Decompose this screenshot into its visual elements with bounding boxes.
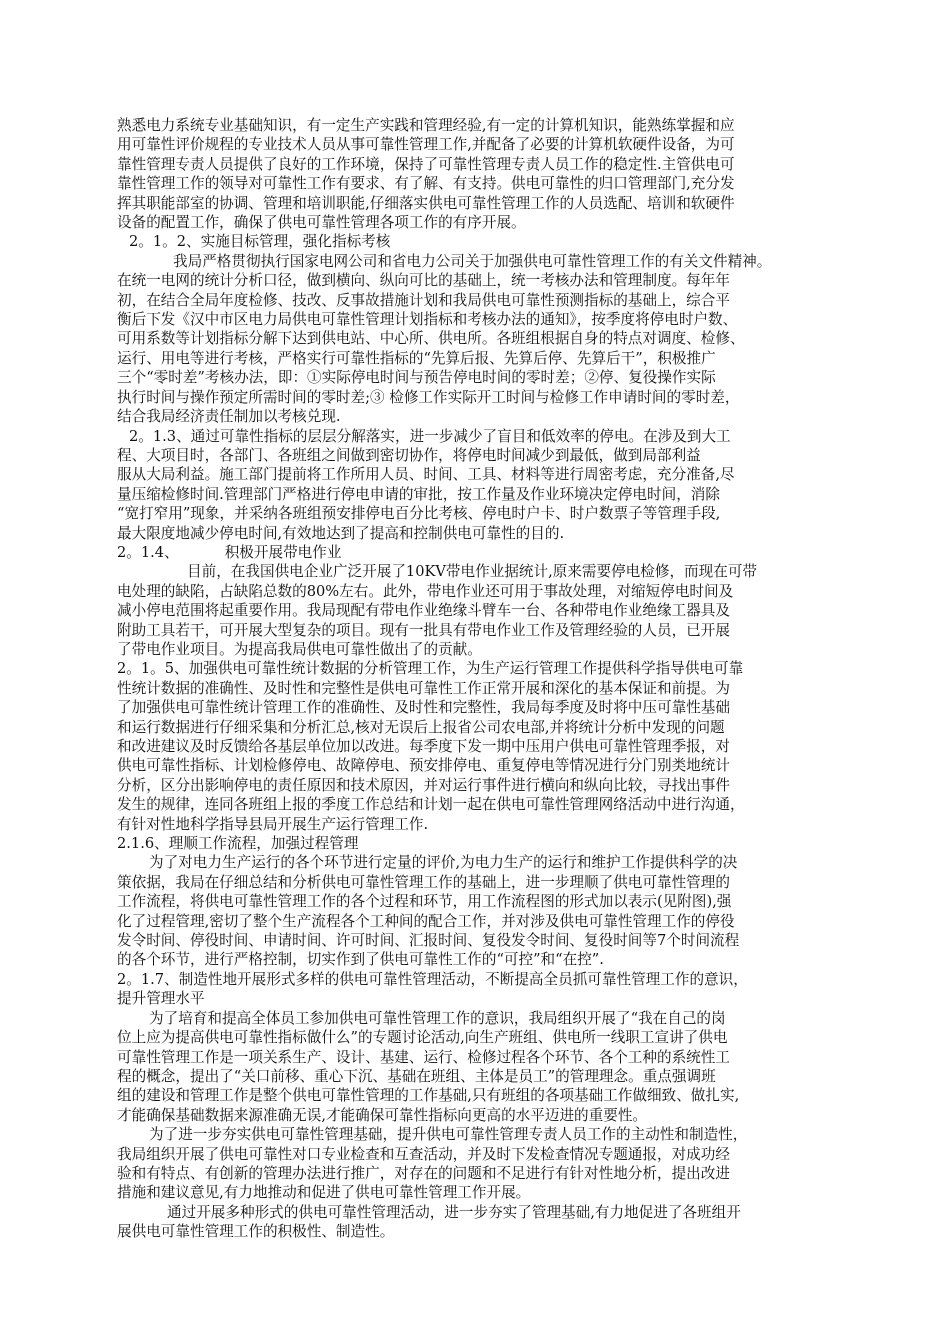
text-line: 设备的配置工作，确保了供电可靠性管理各项工作的有序开展。 [117,214,526,232]
text-line: 展供电可靠性管理工作的积极性、制造性。 [117,1223,395,1241]
text-line: 最大限度地减少停电时间,有效地达到了提高和控制供电可靠性的目的. [117,524,565,542]
paragraph-target-management [117,252,832,427]
text-line: 减小停电范围将起重要作用。我局现配有带电作业绝缘斗臂车一台、各种带电作业绝缘工器具及 [117,602,730,620]
paragraph-2-1-5 [117,659,832,834]
text-line: “宽打窄用”现象，并采纳各班组预安排停电百分比考核、停电时户卡、时户数票子等管理手段, [117,505,721,523]
text-line: 衡后下发《汉中市区电力局供电可靠性管理计划指标和考核办法的通知》，按季度将停电时户数、 [117,311,738,329]
section-heading-2-1-4 [117,543,832,562]
text-line: 的各个环节，进行严格控制，切实作到了供电可靠性工作的“可控”和“在控”. [117,951,604,969]
text-line: 验和有特点、有创新的管理办法进行推广，对存在的问题和不足进行有针对性地分析，提出改进 [117,1164,730,1182]
paragraph-intro [117,116,832,232]
section-heading-2-1-2 [117,232,832,251]
text-line: 我局组织开展了供电可靠性对口专业检查和互查活动，并及时下发检查情况专题通报，对成功经 [117,1145,730,1163]
section-heading-2-1-7 [117,970,832,1009]
text-line: 了带电作业项目。为提高我局供电可靠性做出了的贡献。 [117,640,482,658]
text-line: 策依据，我局在仔细总结和分析供电可靠性管理工作的基础上，进一步理顺了供电可靠性管理的 [117,873,730,891]
text-line: 和运行数据进行仔细采集和分析汇总,核对无误后上报省公司农电部,并将统计分析中发现的问题 [117,718,725,736]
section-heading-2-1-6 [117,834,832,853]
text-line: 靠性管理工作的领导对可靠性工作有要求、有了解、有支持。供电可靠性的归口管理部门,充分发 [117,175,735,193]
text-line: 才能确保基础数据来源准确无误,才能确保可靠性指标向更高的水平迈进的重要性。 [117,1106,648,1124]
heading-number: 2。1.4、 [117,543,179,561]
text-line: 用可靠性评价规程的专业技术人员从事可靠性管理工作,并配备了必要的计算机软硬件设备，为可 [117,136,735,154]
heading-text: 2。1。2、实施目标管理，强化指标考核 [129,233,391,251]
text-line: 性统计数据的准确性、及时性和完整性是供电可靠性工作正常开展和深化的基本保证和前提。为 [117,679,730,697]
text-line: 发生的规律，连同各班组上报的季度工作总结和计划一起在供电可靠性管理网络活动中进行沟通， [117,796,745,814]
text-line: 附助工具若干，可开展大型复杂的项目。现有一批具有带电作业工作及管理经验的人员，已开展 [117,621,730,639]
paragraph-workflow [117,853,832,969]
text-line: 运行、用电等进行考核，严格实行可靠性指标的“先算后报、先算后停、先算后干”，积极推广 [117,349,716,367]
text-line: 程、大项目时，各部门、各班组之间做到密切协作，将停电时间减少到最低，做到局部利益 [117,446,701,464]
text-line: 和改进建议及时反馈给各基层单位加以改进。每季度下发一期中压用户供电可靠性管理季报，对 [117,738,730,755]
text-line: 了加强供电可靠性统计管理工作的准确性、及时性和完整性，我局每季度及时将中压可靠性基础 [117,699,730,717]
text-line: 可用系数等计划指标分解下达到供电站、中心所、供电所。各班组根据自身的特点对调度、检修、 [117,330,745,348]
paragraph-live-working [117,562,832,659]
text-line: 服从大局利益。施工部门提前将工作所用人员、时间、工具、材料等进行周密考虑，充分准备,尽 [117,466,735,484]
text-line: 工作流程，将供电可靠性管理工作的各个过程和环节，用工作流程图的形式加以表示(见附图),强 [117,893,732,911]
text-line: 为了培育和提高全体员工参加供电可靠性管理工作的意识，我局组织开展了“我在自己的岗 [149,1009,726,1027]
heading-text: 2。1.7、制造性地开展形式多样的供电可靠性管理活动，不断提高全员抓可靠性管理工作的意识， [117,970,748,988]
text-line: 2。1.3、通过可靠性指标的层层分解落实，进一步减少了盲目和低效率的停电。在涉及到大工 [129,427,731,445]
text-line: 初，在结合全局年度检修、技改、反事故措施计划和我局供电可靠性预测指标的基础上，综合平 [117,291,730,309]
heading-text [117,543,832,562]
text-line: 化了过程管理,密切了整个生产流程各个工种间的配合工作，并对涉及供电可靠性管理工作的停役 [117,912,735,930]
text-line: 2。1。5、加强供电可靠性统计数据的分析管理工作，为生产运行管理工作提供科学指导供电可靠 [117,660,744,678]
paragraph-2-1-3 [117,427,832,543]
text-line: 分析，区分出影响停电的责任原因和技术原因，并对运行事件进行横向和纵向比较，寻找出事件 [117,776,730,794]
heading-text: 提升管理水平 [117,990,205,1008]
text-line: 靠性管理专责人员提供了良好的工作环境，保持了可靠性管理专责人员工作的稳定性.主管供电可 [117,155,735,173]
paragraph-inspection [117,1125,832,1203]
paragraph-awareness [117,1009,832,1125]
text-line: 为了对电力生产运行的各个环节进行定量的评价,为电力生产的运行和维护工作提供科学的决 [149,854,738,872]
text-line: 通过开展多种形式的供电可靠性管理活动，进一步夯实了管理基础,有力地促进了各班组开 [167,1203,741,1221]
text-line: 有针对性地科学指导县局开展生产运行管理工作. [117,815,429,833]
text-line: 可靠性管理工作是一项关系生产、设计、基建、运行、检修过程各个环节、各个工种的系统性工 [117,1048,730,1066]
text-line: 三个“零时差”考核办法，即：①实际停电时间与预告停电时间的零时差；②停、复役操作实际 [117,369,716,387]
text-line: 挥其职能部室的协调、管理和培训职能,仔细落实供电可靠性管理工作的人员选配、培训和软硬件 [117,194,735,212]
text-line: 程的概念，提出了“关口前移、重心下沉、基础在班组、主体是员工”的管理理念。重点强调班 [117,1067,716,1085]
text-line: 供电可靠性指标、计划检修停电、故障停电、预安排停电、重复停电等情况进行分门别类地统计 [117,757,730,775]
text-line: 熟悉电力系统专业基础知识，有一定生产实践和管理经验,有一定的计算机知识，能熟练掌握和应 [117,117,735,134]
text-line: 发令时间、停役时间、申请时间、许可时间、汇报时间、复役发令时间、复役时间等7个时间流程 [117,932,740,950]
text-line: 在统一电网的统计分析口径，做到横向、纵向可比的基础上，统一考核办法和管理制度。每年年 [117,272,730,290]
text-line: 执行时间与操作预定所需时间的零时差;③ 检修工作实际开工时间与检修工作申请时间的零时差， [117,388,740,406]
text-line: 措施和建议意见,有力地推动和促进了供电可靠性管理工作开展。 [117,1184,531,1202]
text-line: 位上应为提高供电可靠性指标做什么”的专题讨论活动,向生产班组、供电所一线职工宣讲了供电 [117,1029,728,1047]
paragraph-conclusion [117,1203,832,1242]
text-line: 组的建设和管理工作是整个供电可靠性管理的工作基础,只有班组的各项基础工作做细致、做扎实, [117,1087,740,1105]
heading-title: 积极开展带电作业 [224,543,342,561]
document-body [117,116,832,1242]
text-line: 电处理的缺陷，占缺陷总数的80%左右。此外，带电作业还可用于事故处理，对缩短停电时间及 [117,582,734,600]
text-line: 量压缩检修时间.管理部门严格进行停电申请的审批，按工作量及作业环境决定停电时间，消除 [117,485,720,503]
text-line: 目前，在我国供电企业广泛开展了10KV带电作业据统计,原来需要停电检修，而现在可带 [187,563,758,581]
heading-text: 2.1.6、理顺工作流程，加强过程管理 [117,835,359,853]
text-line: 为了进一步夯实供电可靠性管理基础，提升供电可靠性管理专责人员工作的主动性和制造性， [149,1126,748,1144]
text-line: 我局严格贯彻执行国家电网公司和省电力公司关于加强供电可靠性管理工作的有关文件精神。 [173,252,772,270]
text-line: 结合我局经济责任制加以考核兑现. [117,408,341,426]
